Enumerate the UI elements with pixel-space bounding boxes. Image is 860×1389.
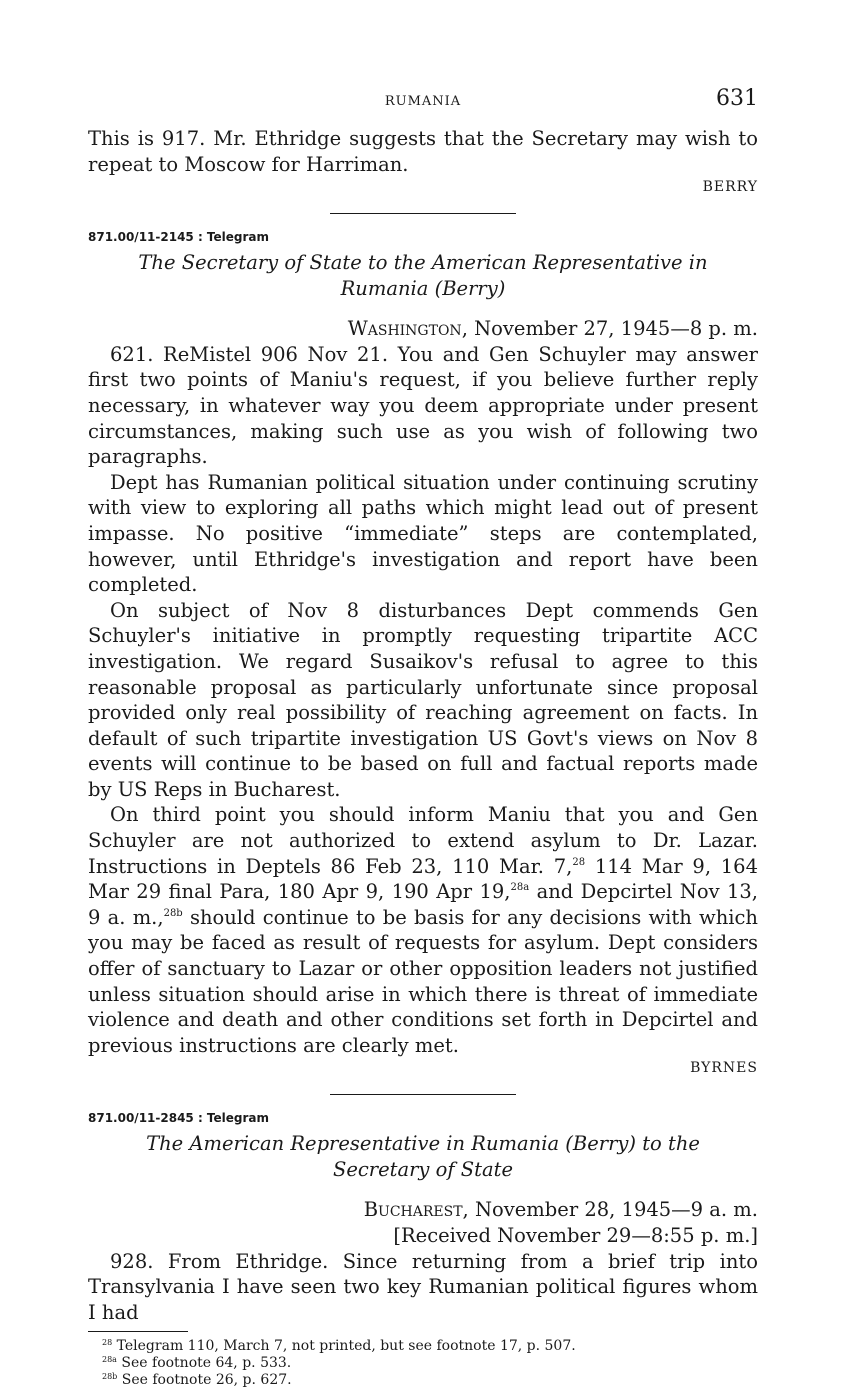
footnote-mark: 28 xyxy=(102,1338,113,1348)
body-paragraph: Dept has Rumanian political situation under continuing scrutiny with view to exploring all paths which might lead out of present impasse. No positive “immediate” steps are contemplated, however, until Ethridge's investigation and report have been completed. xyxy=(88,470,758,597)
signature-byrnes: BYRNES xyxy=(690,1060,758,1077)
text-run: and Depcirtel Nov 13, 9 a. m., xyxy=(88,880,758,929)
text-run: should continue to be basis for any decisions with which you may be faced as result of requests for asylum. Dept considers offer of sanctuary to Lazar or other opposition leaders not justified unless situation should arise in which there is threat of immediate violence and death and other conditions set forth in Depcirtel and previous instructions are clearly met. xyxy=(88,905,758,1057)
document-page xyxy=(88,86,758,1389)
body-paragraph: 621. ReMistel 906 Nov 21. You and Gen Schuyler may answer first two points of Maniu's request, if you believe further reply necessary, in whatever way you deem appropriate under present circumstances, making such use as you wish of following two paragraphs. xyxy=(88,342,758,469)
body-paragraph: 928. From Ethridge. Since returning from a brief trip into Transylvania I have seen two key Rumanian political figures whom I had xyxy=(88,1249,758,1324)
footnote-mark: 28b xyxy=(102,1372,118,1382)
closing-paragraph: This is 917. Mr. Ethridge suggests that the Secretary may wish to repeat to Moscow for Harriman. xyxy=(88,127,758,176)
document-title: The American Representative in Rumania (Berry) to the Secretary of State xyxy=(146,1132,700,1182)
footnote-ref: 28 xyxy=(572,856,586,868)
dateline-place: Bucharest xyxy=(363,1198,463,1222)
footnote xyxy=(102,1372,758,1389)
dateline xyxy=(88,316,758,342)
running-head: RUMANIA xyxy=(384,94,462,109)
footnote-text: Telegram 110, March 7, not printed, but see footnote 17, p. 507. xyxy=(112,1338,576,1355)
section-divider xyxy=(330,213,516,214)
dateline-date: , November 28, 1945—9 a. m. xyxy=(462,1198,758,1222)
footnote-text: See footnote 64, p. 533. xyxy=(116,1355,292,1372)
footnote-ref: 28a xyxy=(510,882,530,894)
footnote-ref: 28b xyxy=(163,907,183,919)
page-header xyxy=(88,86,758,116)
signature-berry: BERRY xyxy=(702,179,758,196)
footnote-text: See footnote 26, p. 627. xyxy=(117,1372,292,1389)
received-line: [Received November 29—8:55 p. m.] xyxy=(393,1224,758,1247)
file-reference: 871.00/11-2145 : Telegram xyxy=(88,230,270,245)
footnote-divider xyxy=(88,1331,188,1332)
document-title: The Secretary of State to the American Representative in Rumania (Berry) xyxy=(138,251,708,301)
text-run: On third point you should inform Maniu that you and Gen Schuyler are not authorized to extend asylum to Dr. Lazar. Instructions in Deptels 86 Feb 23, 110 Mar. 7, xyxy=(88,803,758,878)
text-run: 114 Mar 9, 164 Mar 29 final Para, 180 Apr 9, 190 Apr 19, xyxy=(88,854,758,904)
footnotes xyxy=(88,1338,758,1389)
dateline-date: , November 27, 1945—8 p. m. xyxy=(461,317,758,341)
body-paragraph-asylum xyxy=(88,802,758,1058)
dateline xyxy=(88,1197,758,1223)
footnote-mark: 28a xyxy=(102,1355,117,1365)
file-reference: 871.00/11-2845 : Telegram xyxy=(88,1111,270,1126)
page-number: 631 xyxy=(716,86,758,111)
footnote xyxy=(102,1338,758,1355)
footnote xyxy=(102,1355,758,1372)
body-paragraph: On subject of Nov 8 disturbances Dept commends Gen Schuyler's initiative in promptly requesting tripartite ACC investigation. We regard Susaikov's refusal to agree to this reasonable proposal as particularly unfortunate since proposal provided only real possibility of reaching agreement on facts. In default of such tripartite investigation US Govt's views on Nov 8 events will continue to be based on full and factual reports made by US Reps in Bucharest. xyxy=(88,598,758,801)
section-divider xyxy=(330,1094,516,1095)
dateline-place: Washington xyxy=(347,317,462,341)
